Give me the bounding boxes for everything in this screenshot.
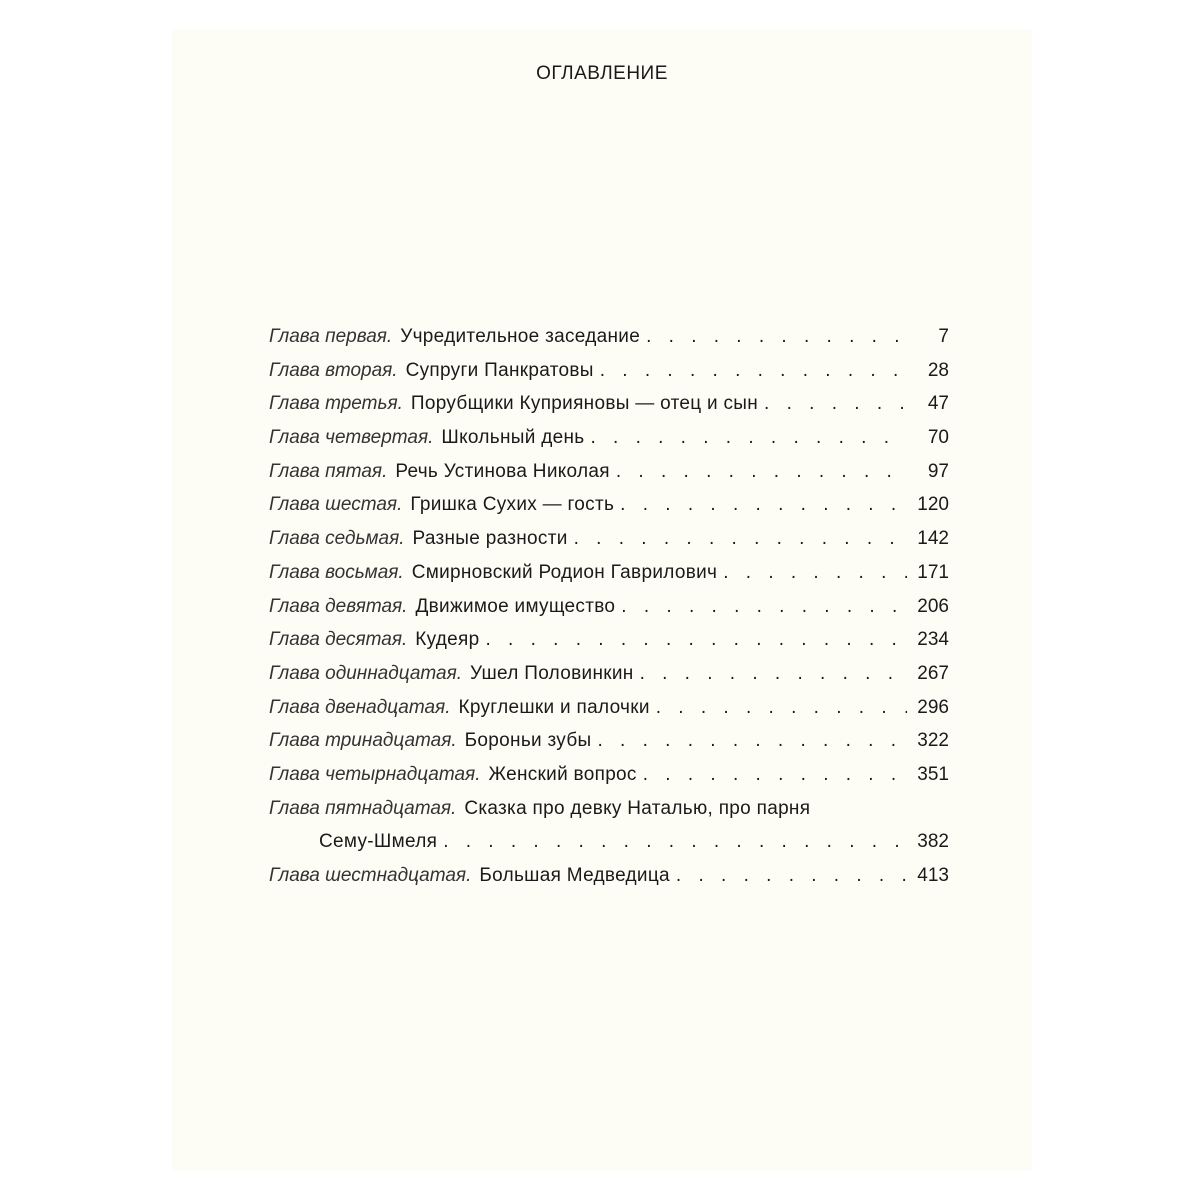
chapter-label: Глава седьмая. [269, 528, 405, 550]
toc-entry [269, 360, 949, 394]
toc-entry [269, 663, 949, 697]
page-number: 97 [927, 460, 949, 482]
dot-leader [640, 663, 907, 685]
chapter-label: Глава восьмая. [269, 561, 404, 583]
toc-entry [269, 326, 949, 360]
chapter-title: Смирновский Родион Гаврилович [411, 561, 718, 583]
dot-leader [620, 494, 907, 516]
dot-leader [646, 326, 907, 348]
chapter-label: Глава тринадцатая. [269, 730, 457, 752]
toc-entry [269, 393, 949, 427]
page-title: ОГЛАВЛЕНИЕ [536, 63, 668, 84]
toc-entry [269, 865, 949, 899]
chapter-title: Движимое имущество [415, 595, 616, 617]
page-number: 7 [938, 326, 949, 347]
chapter-title: Разные разности [412, 528, 568, 550]
dot-leader [616, 461, 907, 483]
dot-leader [574, 528, 907, 550]
chapter-label: Глава шестая. [269, 494, 403, 516]
dot-leader [486, 629, 908, 651]
chapter-title: Сказка про девку Наталью, про парня [464, 797, 811, 819]
toc-entry-continued [269, 831, 949, 865]
page-number: 206 [917, 595, 949, 617]
page-number: 267 [917, 662, 949, 684]
toc-entry [269, 528, 949, 562]
chapter-label: Глава пятнадцатая. [269, 797, 457, 819]
page-number: 47 [927, 393, 949, 415]
chapter-label: Глава третья. [269, 393, 403, 415]
chapter-title: Большая Медведица [479, 865, 670, 886]
chapter-title: Бороньи зубы [464, 730, 592, 752]
chapter-label: Глава пятая. [269, 460, 388, 482]
toc-entry [269, 461, 949, 495]
page-number: 351 [917, 763, 949, 785]
dot-leader [643, 764, 907, 786]
page-number: 322 [917, 730, 949, 752]
chapter-label: Глава двенадцатая. [269, 696, 451, 718]
dot-leader [590, 427, 907, 449]
chapter-title: Школьный день [441, 427, 585, 449]
toc-entry [269, 798, 949, 832]
chapter-label: Глава одиннадцатая. [269, 662, 462, 684]
chapter-title: Учредительное заседание [400, 326, 641, 347]
dot-leader [656, 697, 907, 719]
toc-entry [269, 697, 949, 731]
dot-leader [600, 360, 907, 382]
page-number: 171 [917, 561, 949, 583]
page-number: 234 [917, 629, 949, 651]
chapter-label: Глава шестнадцатая. [269, 865, 472, 886]
toc-entry [269, 494, 949, 528]
page-number: 120 [917, 494, 949, 516]
chapter-label: Глава вторая. [269, 359, 398, 381]
toc-entry [269, 764, 949, 798]
page-number: 70 [927, 427, 949, 449]
chapter-label: Глава четвертая. [269, 427, 434, 449]
chapter-label: Глава первая. [269, 326, 393, 347]
dot-leader [597, 730, 907, 752]
page-number: 28 [927, 359, 949, 381]
toc-entry [269, 562, 949, 596]
chapter-title: Супруги Панкратовы [405, 359, 594, 381]
chapter-title: Сему-Шмеля [319, 831, 438, 853]
dot-leader [443, 831, 907, 853]
toc-entry [269, 730, 949, 764]
dot-leader [723, 562, 907, 584]
chapter-title: Речь Устинова Николая [395, 460, 610, 482]
toc-entry [269, 629, 949, 663]
chapter-title: Порубщики Куприяновы — отец и сын [410, 393, 759, 415]
book-page [172, 30, 1032, 1170]
toc-entry [269, 596, 949, 630]
page-number: 142 [917, 528, 949, 550]
dot-leader [676, 865, 907, 887]
chapter-label: Глава десятая. [269, 629, 408, 651]
toc-entry [269, 427, 949, 461]
chapter-title: Круглешки и палочки [458, 696, 650, 718]
chapter-title: Гришка Сухих — гость [410, 494, 615, 516]
chapter-label: Глава девятая. [269, 595, 408, 617]
dot-leader [764, 393, 907, 415]
dot-leader [621, 596, 907, 618]
chapter-title: Ушел Половинкин [470, 662, 634, 684]
page-number: 413 [917, 865, 949, 886]
page-number: 296 [917, 696, 949, 718]
page-number: 382 [917, 831, 949, 853]
table-of-contents [269, 326, 949, 899]
chapter-title: Женский вопрос [488, 763, 637, 785]
chapter-title: Кудеяр [415, 629, 480, 651]
chapter-label: Глава четырнадцатая. [269, 763, 481, 785]
